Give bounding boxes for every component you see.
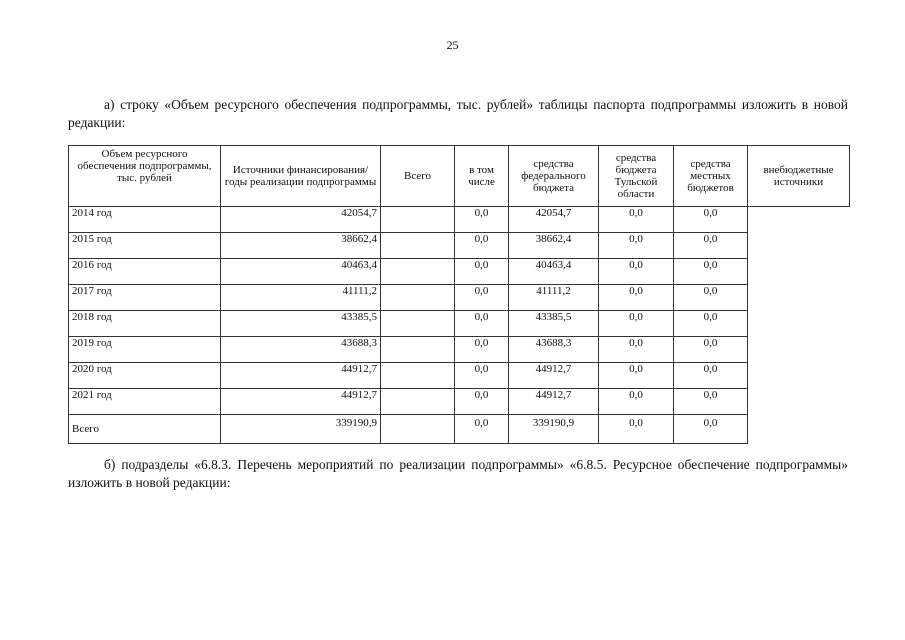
- total-cell: 38662,4: [221, 233, 381, 259]
- including-cell: [381, 389, 455, 415]
- federal-total-cell: 0,0: [455, 415, 509, 444]
- including-cell: [381, 285, 455, 311]
- extra-cell: 0,0: [674, 389, 748, 415]
- table-row: [69, 311, 850, 337]
- extra-cell: 0,0: [674, 233, 748, 259]
- table-row: [69, 363, 850, 389]
- federal-cell: 0,0: [455, 337, 509, 363]
- local-cell: 0,0: [599, 389, 674, 415]
- total-cell: 44912,7: [221, 389, 381, 415]
- year-cell: 2018 год: [69, 311, 221, 337]
- federal-cell: 0,0: [455, 233, 509, 259]
- federal-cell: 0,0: [455, 207, 509, 233]
- including-cell: [381, 259, 455, 285]
- local-cell: 0,0: [599, 259, 674, 285]
- year-cell: 2015 год: [69, 233, 221, 259]
- local-total-cell: 0,0: [599, 415, 674, 444]
- federal-cell: 0,0: [455, 363, 509, 389]
- table-row: [69, 259, 850, 285]
- including-cell: [381, 415, 455, 444]
- regional-cell: 44912,7: [509, 389, 599, 415]
- header-regional: средства бюджета Тульской области: [599, 146, 674, 207]
- local-cell: 0,0: [599, 337, 674, 363]
- including-cell: [381, 337, 455, 363]
- table-total-row: [69, 415, 850, 444]
- extra-cell: 0,0: [674, 311, 748, 337]
- table-header-row: [69, 146, 850, 207]
- regional-cell: 38662,4: [509, 233, 599, 259]
- grand-total-cell: 339190,9: [221, 415, 381, 444]
- extra-cell: 0,0: [674, 259, 748, 285]
- total-cell: 42054,7: [221, 207, 381, 233]
- header-federal: средства федерального бюджета: [509, 146, 599, 207]
- federal-cell: 0,0: [455, 311, 509, 337]
- extra-total-cell: 0,0: [674, 415, 748, 444]
- total-cell: 44912,7: [221, 363, 381, 389]
- extra-cell: 0,0: [674, 337, 748, 363]
- federal-cell: 0,0: [455, 285, 509, 311]
- regional-cell: 41111,2: [509, 285, 599, 311]
- header-extra: внебюджетные источники: [748, 146, 850, 207]
- including-cell: [381, 311, 455, 337]
- total-cell: 41111,2: [221, 285, 381, 311]
- local-cell: 0,0: [599, 311, 674, 337]
- year-cell: 2021 год: [69, 389, 221, 415]
- regional-cell: 43688,3: [509, 337, 599, 363]
- total-label-cell: Всего: [69, 415, 221, 444]
- regional-cell: 40463,4: [509, 259, 599, 285]
- paragraph-a: [68, 96, 848, 132]
- regional-cell: 44912,7: [509, 363, 599, 389]
- table-row: [69, 337, 850, 363]
- total-cell: 43688,3: [221, 337, 381, 363]
- page-number: 25: [446, 38, 459, 52]
- year-cell: 2020 год: [69, 363, 221, 389]
- resource-table: [68, 145, 850, 444]
- federal-cell: 0,0: [455, 389, 509, 415]
- paragraph-b: [68, 456, 848, 492]
- table-row: [69, 233, 850, 259]
- year-cell: 2016 год: [69, 259, 221, 285]
- including-cell: [381, 207, 455, 233]
- including-cell: [381, 233, 455, 259]
- including-cell: [381, 363, 455, 389]
- year-cell: 2014 год: [69, 207, 221, 233]
- header-total: Всего: [381, 146, 455, 207]
- local-cell: 0,0: [599, 363, 674, 389]
- header-including: в том числе: [455, 146, 509, 207]
- table-row: [69, 389, 850, 415]
- total-cell: 40463,4: [221, 259, 381, 285]
- local-cell: 0,0: [599, 233, 674, 259]
- regional-cell: 42054,7: [509, 207, 599, 233]
- local-cell: 0,0: [599, 285, 674, 311]
- table-row: [69, 207, 850, 233]
- extra-cell: 0,0: [674, 207, 748, 233]
- header-sources: Источники финансирования/ годы реализации подпрограммы: [221, 146, 381, 207]
- extra-cell: 0,0: [674, 363, 748, 389]
- year-cell: 2017 год: [69, 285, 221, 311]
- paragraph-b-text: б) подразделы «6.8.3. Перечень мероприятий по реализации подпрограммы» «6.8.5. Ресурсное обеспечение подпрограммы» изложить в новой редакции:: [68, 457, 848, 490]
- year-cell: 2019 год: [69, 337, 221, 363]
- total-cell: 43385,5: [221, 311, 381, 337]
- paragraph-a-text: а) строку «Объем ресурсного обеспечения подпрограммы, тыс. рублей» таблицы паспорта подпрограммы изложить в новой редакции:: [68, 97, 848, 130]
- federal-cell: 0,0: [455, 259, 509, 285]
- row-label-cell: Объем ресурсного обеспечения подпрограммы, тыс. рублей: [69, 146, 221, 207]
- regional-total-cell: 339190,9: [509, 415, 599, 444]
- local-cell: 0,0: [599, 207, 674, 233]
- table-row: [69, 285, 850, 311]
- header-local: средства местных бюджетов: [674, 146, 748, 207]
- extra-cell: 0,0: [674, 285, 748, 311]
- regional-cell: 43385,5: [509, 311, 599, 337]
